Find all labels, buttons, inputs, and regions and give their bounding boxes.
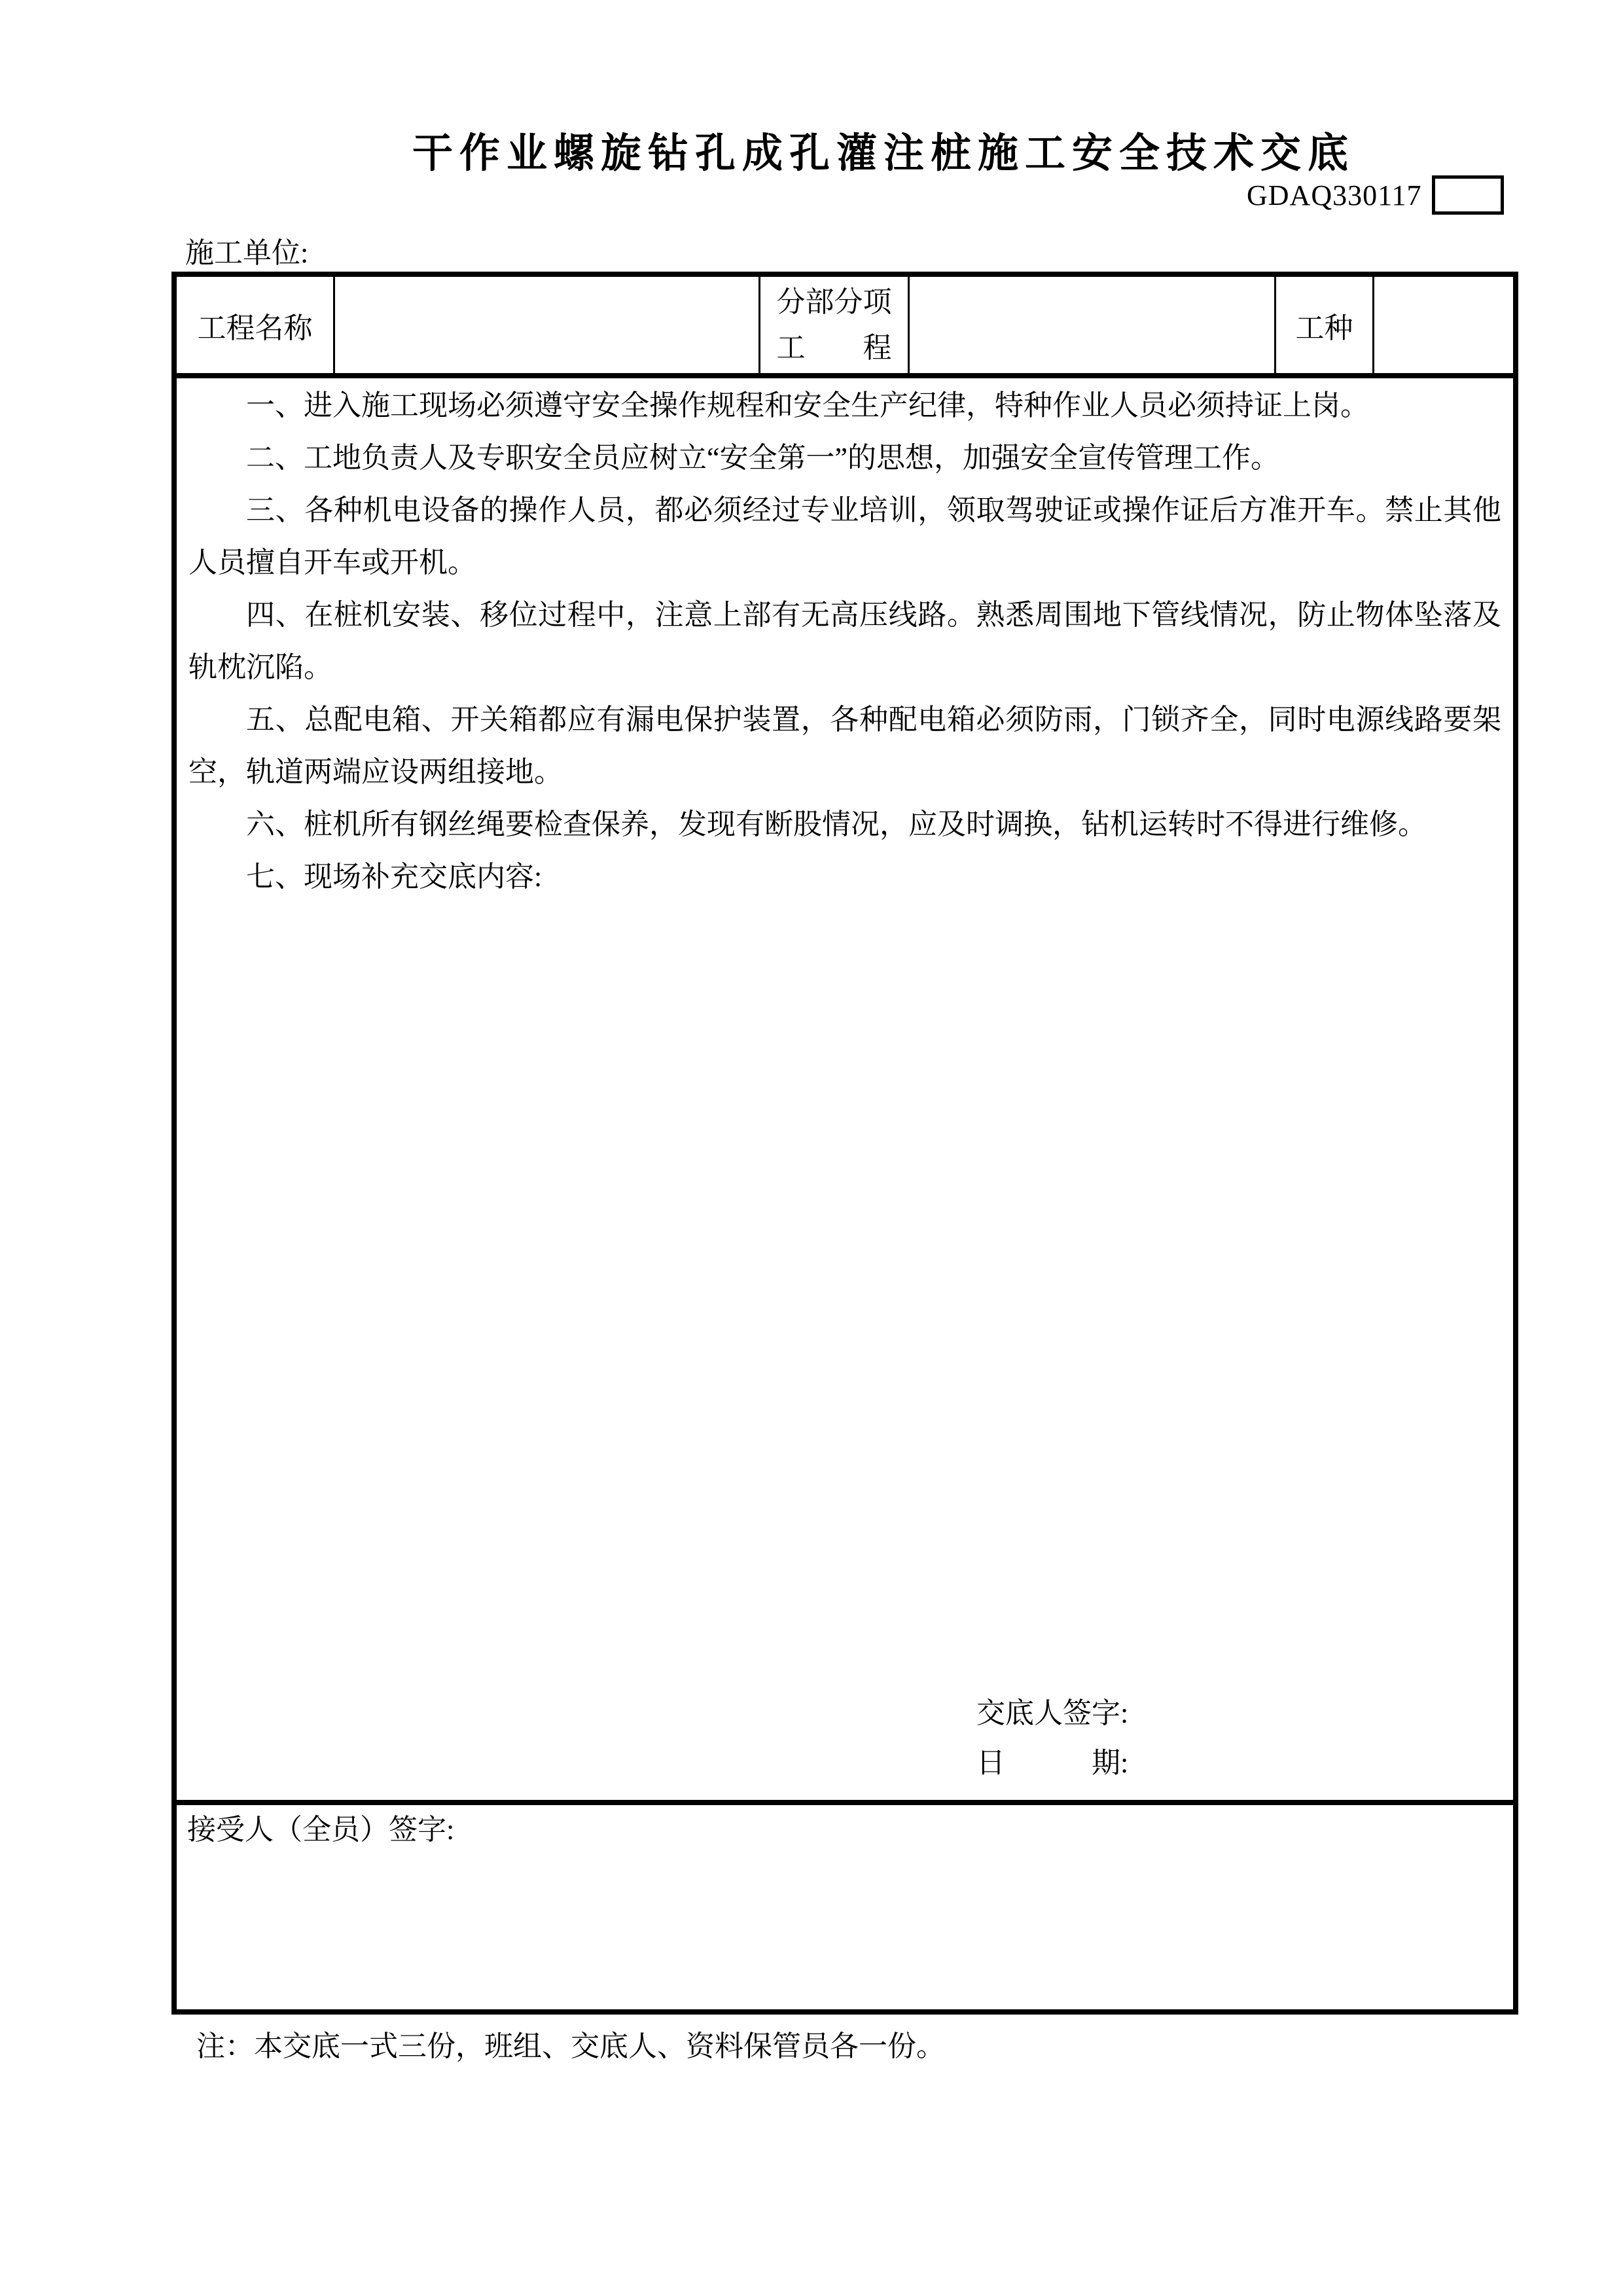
doc-code-row <box>1247 175 1504 215</box>
safety-clause-7: 七、现场补充交底内容: <box>246 861 543 893</box>
disclosure-form-table <box>171 272 1518 2015</box>
signature-block <box>976 1689 1501 1788</box>
subdivision-label <box>777 279 892 371</box>
page-title: 干作业螺旋钻孔成孔灌注桩施工安全技术交底 <box>412 131 1355 176</box>
subdivision-label-cell <box>760 277 910 373</box>
work-type-label: 工种 <box>1295 312 1353 344</box>
receiver-signature-area[interactable] <box>177 1805 1513 2009</box>
work-type-input-cell[interactable] <box>1374 277 1513 373</box>
safety-clause-1: 一、进入施工现场必须遵守安全操作规程和安全生产纪律，特种作业人员必须持证上岗。 <box>246 389 1369 422</box>
safety-clause-4: 四、在桩机安装、移位过程中，注意上部有无高压线路。熟悉周围地下管线情况，防止物体坠落及轨枕沉陷。 <box>188 599 1501 683</box>
doc-code-text: GDAQ330117 <box>1247 179 1422 211</box>
project-name-label-cell <box>177 277 335 373</box>
safety-clause-6: 六、桩机所有钢丝绳要检查保养，发现有断股情况，应及时调换，钻机运转时不得进行维修。 <box>246 808 1427 840</box>
subdivision-label-line2: 工 程 <box>776 331 892 364</box>
project-name-input-cell[interactable] <box>335 277 760 373</box>
discloser-signature-label: 交底人签字: <box>976 1697 1129 1729</box>
doc-code-fill-box[interactable] <box>1432 175 1504 215</box>
subdivision-label-line1: 分部分项 <box>776 285 892 318</box>
date-line[interactable] <box>976 1738 1501 1788</box>
receiver-signature-label: 接受人（全员）签字: <box>187 1814 455 1846</box>
form-header-row <box>177 277 1513 378</box>
disclosure-content-cell <box>177 378 1513 1805</box>
subdivision-input-cell[interactable] <box>910 277 1276 373</box>
supplement-content-area[interactable] <box>188 903 1501 1683</box>
work-type-label-cell <box>1276 277 1374 373</box>
safety-clause-3: 三、各种机电设备的操作人员，都必须经过专业培训，领取驾驶证或操作证后方准开车。禁止其他人员擅自开车或开机。 <box>188 494 1501 579</box>
safety-clause-2: 二、工地负责人及专职安全员应树立“安全第一”的思想，加强安全宣传管理工作。 <box>246 442 1280 474</box>
date-label: 日 期: <box>976 1747 1129 1779</box>
safety-clause-5: 五、总配电箱、开关箱都应有漏电保护装置，各种配电箱必须防雨，门锁齐全，同时电源线路要架空，轨道两端应设两组接地。 <box>188 704 1501 788</box>
construction-unit-label: 施工单位: <box>185 237 309 269</box>
discloser-signature-line[interactable] <box>976 1689 1501 1738</box>
project-name-label: 工程名称 <box>197 312 313 344</box>
footer-note: 注：本交底一式三份，班组、交底人、资料保管员各一份。 <box>196 2030 945 2062</box>
